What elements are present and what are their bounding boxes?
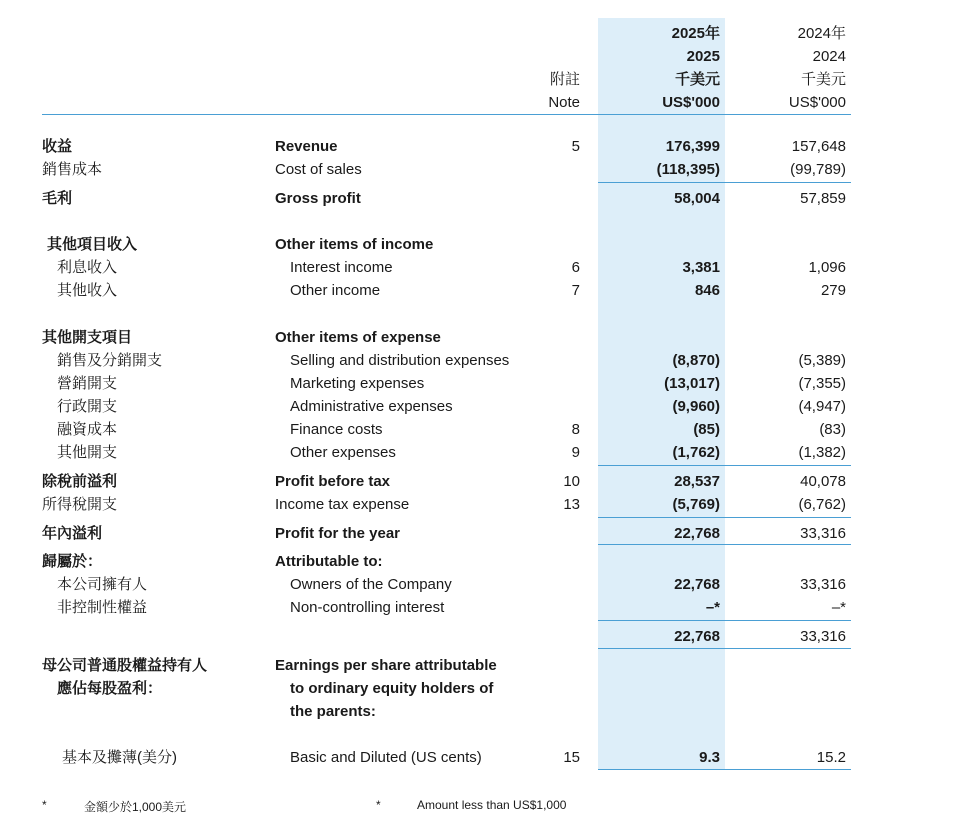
row-eps-cur: 9.3 <box>699 749 720 766</box>
header-prev-unit: US$'000 <box>788 94 846 111</box>
row-selling-zh: 銷售及分銷開支 <box>57 352 163 369</box>
row-finance-en: Finance costs <box>290 421 383 438</box>
row-gross-en: Gross profit <box>275 190 361 207</box>
row-otherexp-zh: 其他開支 <box>57 444 118 461</box>
row-interest-cur: 3,381 <box>682 259 720 276</box>
footnote-en-mark: * <box>376 798 381 812</box>
row-tax-note: 13 <box>563 496 580 513</box>
row-gross-zh: 毛利 <box>42 190 73 207</box>
row-nci-cur: –* <box>705 599 720 616</box>
row-otherinc-en: Other income <box>290 282 381 299</box>
row-nci-en: Non-controlling interest <box>290 599 445 616</box>
row-tax-zh: 所得稅開支 <box>42 496 118 513</box>
row-admin-prev: (4,947) <box>798 398 846 415</box>
row-revenue-prev: 157,648 <box>791 138 846 155</box>
row-owners-prev: 33,316 <box>800 576 846 593</box>
section-attrib-en: Attributable to: <box>275 553 383 570</box>
row-attrib-total-prev: 33,316 <box>800 628 846 645</box>
row-otherinc-prev: 279 <box>820 282 846 299</box>
row-otherinc-cur: 846 <box>694 282 720 299</box>
header-note-en: Note <box>548 94 580 111</box>
row-profit-en: Profit for the year <box>275 525 401 542</box>
section-eps-zh-2: 應佔每股盈利： <box>57 680 163 697</box>
row-otherexp-note: 9 <box>571 444 580 461</box>
row-marketing-prev: (7,355) <box>798 375 846 392</box>
header-cur-year: 2025 <box>686 48 720 65</box>
row-cost-prev: (99,789) <box>790 161 846 178</box>
row-owners-zh: 本公司擁有人 <box>57 576 148 593</box>
row-owners-cur: 22,768 <box>674 576 720 593</box>
row-eps-prev: 15.2 <box>816 749 846 766</box>
section-eps-en-3: the parents: <box>290 703 376 720</box>
footnote-zh-mark: * <box>42 798 47 812</box>
row-interest-note: 6 <box>571 259 580 276</box>
row-tax-en: Income tax expense <box>275 496 410 513</box>
row-eps-en: Basic and Diluted (US cents) <box>290 749 482 766</box>
row-revenue-cur: 176,399 <box>665 138 720 155</box>
subtotal-rule <box>598 465 851 466</box>
row-admin-zh: 行政開支 <box>57 398 118 415</box>
row-revenue-zh: 收益 <box>42 138 73 155</box>
row-gross-cur: 58,004 <box>674 190 720 207</box>
row-otherexp-en: Other expenses <box>290 444 396 461</box>
header-prev-unit-zh: 千美元 <box>800 71 846 88</box>
row-nci-zh: 非控制性權益 <box>57 599 148 616</box>
row-marketing-cur: (13,017) <box>664 375 720 392</box>
row-selling-cur: (8,870) <box>672 352 720 369</box>
header-prev-year: 2024 <box>812 48 846 65</box>
section-income-zh: 其他項目收入 <box>47 236 138 253</box>
row-interest-zh: 利息收入 <box>57 259 118 276</box>
header-divider <box>42 114 851 115</box>
footnote-en-text: Amount less than US$1,000 <box>417 798 567 812</box>
total-rule <box>598 769 851 770</box>
row-marketing-zh: 營銷開支 <box>57 375 118 392</box>
header-note-zh: 附註 <box>549 71 580 88</box>
total-rule <box>598 544 851 545</box>
row-selling-en: Selling and distribution expenses <box>290 352 510 369</box>
current-year-highlight <box>598 18 725 770</box>
row-tax-cur: (5,769) <box>672 496 720 513</box>
section-expense-en: Other items of expense <box>275 329 441 346</box>
row-nci-prev: –* <box>831 599 846 616</box>
row-eps-zh: 基本及攤薄(美分) <box>62 749 177 766</box>
row-admin-cur: (9,960) <box>672 398 720 415</box>
section-attrib-zh: 歸屬於： <box>42 553 103 570</box>
row-profit-prev: 33,316 <box>800 525 846 542</box>
row-profit-cur: 22,768 <box>674 525 720 542</box>
subtotal-rule <box>598 517 851 518</box>
section-eps-zh-1: 母公司普通股權益持有人 <box>42 657 208 674</box>
row-pbt-zh: 除稅前溢利 <box>42 473 118 490</box>
row-tax-prev: (6,762) <box>798 496 846 513</box>
section-eps-en-2: to ordinary equity holders of <box>290 680 494 697</box>
row-cost-en: Cost of sales <box>275 161 362 178</box>
row-interest-en: Interest income <box>290 259 393 276</box>
row-otherinc-zh: 其他收入 <box>57 282 118 299</box>
total-rule <box>598 648 851 649</box>
row-gross-prev: 57,859 <box>800 190 846 207</box>
row-attrib-total-cur: 22,768 <box>674 628 720 645</box>
section-eps-en-1: Earnings per share attributable <box>275 657 497 674</box>
row-otherinc-note: 7 <box>571 282 580 299</box>
row-marketing-en: Marketing expenses <box>290 375 425 392</box>
row-otherexp-prev: (1,382) <box>798 444 846 461</box>
row-pbt-prev: 40,078 <box>800 473 846 490</box>
row-revenue-note: 5 <box>571 138 580 155</box>
section-expense-zh: 其他開支項目 <box>42 329 133 346</box>
footnote-zh-text: 金額少於1,000美元 <box>84 800 187 814</box>
row-eps-note: 15 <box>563 749 580 766</box>
row-selling-prev: (5,389) <box>798 352 846 369</box>
row-otherexp-cur: (1,762) <box>672 444 720 461</box>
row-pbt-cur: 28,537 <box>674 473 720 490</box>
row-interest-prev: 1,096 <box>808 259 846 276</box>
header-cur-unit-zh: 千美元 <box>674 71 720 88</box>
header-cur-year-zh: 2025年 <box>671 25 720 42</box>
row-finance-prev: (83) <box>819 421 846 438</box>
row-owners-en: Owners of the Company <box>290 576 452 593</box>
row-pbt-en: Profit before tax <box>275 473 391 490</box>
row-pbt-note: 10 <box>563 473 580 490</box>
header-prev-year-zh: 2024年 <box>797 25 846 42</box>
row-cost-zh: 銷售成本 <box>42 161 103 178</box>
section-income-en: Other items of income <box>275 236 434 253</box>
row-revenue-en: Revenue <box>275 138 338 155</box>
row-profit-zh: 年內溢利 <box>42 525 103 542</box>
subtotal-rule <box>598 182 851 183</box>
header-cur-unit: US$'000 <box>662 94 720 111</box>
row-finance-note: 8 <box>571 421 580 438</box>
row-cost-cur: (118,395) <box>656 161 720 178</box>
row-admin-en: Administrative expenses <box>290 398 453 415</box>
row-finance-cur: (85) <box>693 421 720 438</box>
row-finance-zh: 融資成本 <box>57 421 118 438</box>
subtotal-rule <box>598 620 851 621</box>
